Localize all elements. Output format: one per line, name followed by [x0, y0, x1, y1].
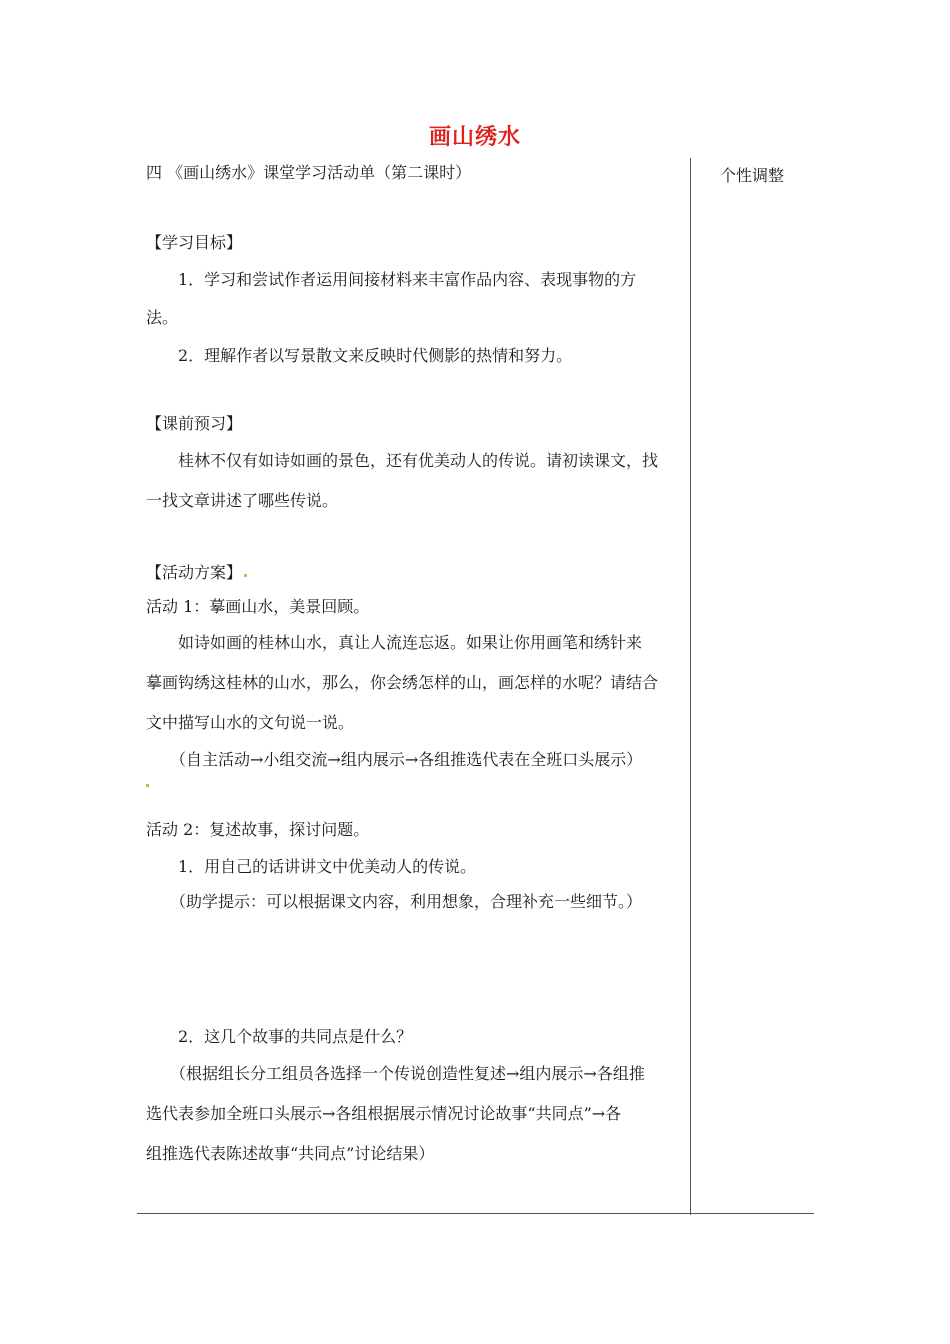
section-heading: 四 《画山绣水》课堂学习活动单（第二课时）	[146, 163, 472, 182]
activity-2-task-2: 2．这几个故事的共同点是什么？	[178, 1027, 413, 1046]
document-title: 画山绣水	[428, 125, 521, 150]
preview-text-line-1: 桂林不仅有如诗如画的景色，还有优美动人的传说。请初读课文，找	[178, 451, 659, 470]
activity-1-text-line-2: 摹画钩绣这桂林的山水，那么，你会绣怎样的山，画怎样的水呢？请结合	[146, 673, 659, 692]
preview-text-line-2: 一找文章讲述了哪些传说。	[146, 491, 339, 510]
activity-plan-heading: 【活动方案】	[146, 563, 243, 582]
activity-2-procedure-line-1: （根据组长分工组员各选择一个传说创造性复述→组内展示→各组推	[170, 1064, 645, 1083]
column-divider	[690, 158, 691, 1215]
activity-1-text-line-3: 文中描写山水的文句说一说。	[146, 713, 355, 732]
bottom-rule	[137, 1213, 814, 1214]
activity-2-hint: （助学提示：可以根据课文内容，利用想象，合理补充一些细节。）	[170, 892, 643, 911]
activity-1-procedure: （自主活动→小组交流→组内展示→各组推选代表在全班口头展示）	[170, 750, 643, 769]
preview-heading: 【课前预习】	[146, 414, 243, 433]
goal-1-line-2: 法。	[146, 308, 179, 327]
goal-1-line-1: 1．学习和尝试作者运用间接材料来丰富作品内容、表现事物的方	[178, 270, 637, 289]
activity-2-title: 活动 2：复述故事，探讨问题。	[146, 820, 370, 839]
activity-1-title: 活动 1：摹画山水，美景回顾。	[146, 597, 370, 616]
stray-mark	[146, 784, 149, 787]
stray-mark	[244, 574, 247, 577]
activity-2-procedure-line-3: 组推选代表陈述故事“共同点”讨论结果）	[146, 1144, 435, 1163]
goal-2: 2．理解作者以写景散文来反映时代侧影的热情和努力。	[178, 346, 573, 365]
sidebar-heading: 个性调整	[720, 166, 785, 185]
activity-2-procedure-line-2: 选代表参加全班口头展示→各组根据展示情况讨论故事“共同点”→各	[146, 1104, 622, 1123]
activity-2-task-1: 1．用自己的话讲讲文中优美动人的传说。	[178, 857, 477, 876]
activity-1-text-line-1: 如诗如画的桂林山水，真让人流连忘返。如果让你用画笔和绣针来	[178, 633, 643, 652]
learning-goals-heading: 【学习目标】	[146, 233, 243, 252]
